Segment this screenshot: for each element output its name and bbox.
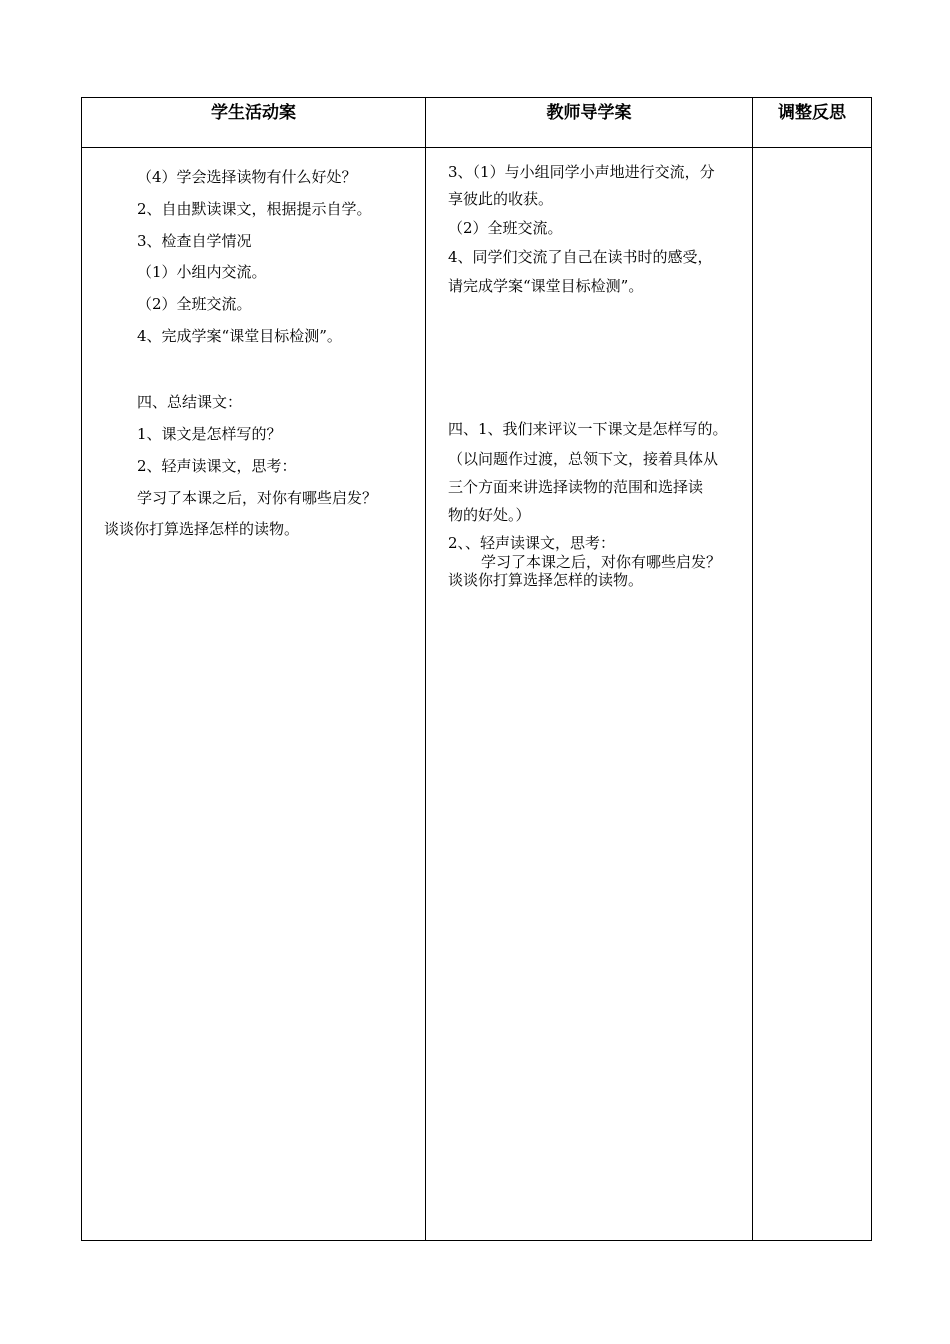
header-row	[82, 98, 872, 148]
student-line: （4）学会选择读物有什么好处？	[137, 168, 357, 186]
header-teacher-guide: 教师导学案	[426, 98, 753, 148]
teacher-line: 4、同学们交流了自己在读书时的感受，	[448, 248, 713, 266]
student-line: 3、检查自学情况	[137, 232, 252, 250]
teacher-line: 三个方面来讲选择读物的范围和选择读	[448, 478, 704, 496]
student-line: 谈谈你打算选择怎样的读物。	[104, 520, 300, 538]
teacher-line: 3、（1）与小组同学小声地进行交流，分	[448, 163, 715, 181]
lesson-plan-table	[81, 97, 872, 1241]
student-line: （1）小组内交流。	[137, 263, 267, 281]
teacher-guide-cell	[426, 148, 753, 1241]
teacher-line: 物的好处。）	[448, 506, 531, 524]
teacher-line: 2、、轻声读课文，思考：	[448, 534, 616, 552]
reflection-cell	[753, 148, 872, 1241]
header-reflection: 调整反思	[753, 98, 872, 148]
student-line: （2）全班交流。	[137, 295, 252, 313]
student-line: 四、总结课文：	[137, 393, 243, 411]
teacher-line: 四、1、我们来评议一下课文是怎样写的。	[448, 420, 728, 438]
header-student-activity: 学生活动案	[82, 98, 426, 148]
teacher-line: （以问题作过渡，总领下文，接着具体从	[448, 450, 719, 468]
teacher-line: 谈谈你打算选择怎样的读物。	[448, 571, 644, 589]
student-line: 4、完成学案“课堂目标检测”。	[137, 327, 342, 345]
teacher-line: 享彼此的收获。	[448, 190, 554, 208]
student-line: 学习了本课之后，对你有哪些启发？	[137, 489, 378, 507]
student-line: 2、轻声读课文，思考：	[137, 457, 297, 475]
content-row	[82, 148, 872, 1241]
student-activity-cell	[82, 148, 426, 1241]
student-line: 2、自由默读课文，根据提示自学。	[137, 200, 372, 218]
teacher-line: （2）全班交流。	[448, 219, 563, 237]
teacher-line: 请完成学案“课堂目标检测”。	[448, 277, 644, 295]
teacher-line: 学习了本课之后，对你有哪些启发？	[481, 553, 722, 571]
student-line: 1、课文是怎样写的？	[137, 425, 282, 443]
